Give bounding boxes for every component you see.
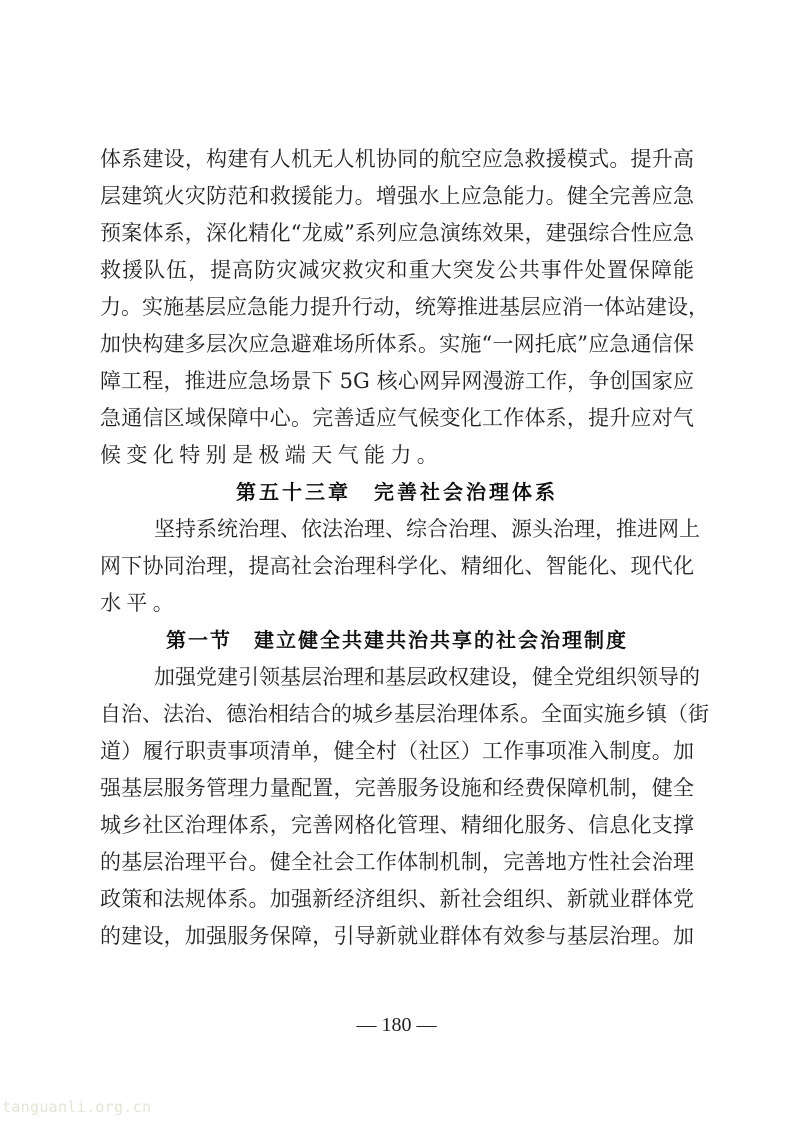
chapter-intro-paragraph <box>100 511 700 622</box>
text-line: 层建筑火灾防范和救援能力。增强水上应急能力。健全完善应急 <box>100 184 694 208</box>
watermark: tanguanli.org.cn <box>2 1098 152 1116</box>
text-line: 自治、法治、德治相结合的城乡基层治理体系。全面实施乡镇（街 <box>100 702 709 726</box>
section-body-paragraph <box>100 659 709 955</box>
text-line-last: 候变化特别是极端天气能力。 <box>100 443 444 467</box>
text-line: 障工程，推进应急场景下 5G 核心网异网漫游工作，争创国家应 <box>100 369 694 393</box>
text-line: 的建设，加强服务保障，引导新就业群体有效参与基层治理。加 <box>100 924 694 948</box>
text-line: 强基层服务管理力量配置，完善服务设施和经费保障机制，健全 <box>100 776 694 800</box>
page-number: — 180 — <box>356 1014 437 1036</box>
text-line: 预案体系，深化精化“龙威”系列应急演练效果，建强综合性应急 <box>100 221 694 245</box>
text-line-indented: 坚持系统治理、依法治理、综合治理、源头治理，推进网上 <box>154 517 700 541</box>
text-line: 救援队伍，提高防灾减灾救灾和重大突发公共事件处置保障能 <box>100 258 694 282</box>
text-line: 加快构建多层次应急避难场所体系。实施“一网托底”应急通信保 <box>100 332 694 356</box>
text-line-last: 水平。 <box>100 591 180 615</box>
text-line: 体系建设，构建有人机无人机协同的航空应急救援模式。提升高 <box>100 147 694 171</box>
text-line: 网下协同治理，提高社会治理科学化、精细化、智能化、现代化 <box>100 554 694 578</box>
paragraph-continued <box>100 141 709 474</box>
document-page <box>100 141 709 955</box>
text-line: 城乡社区治理体系，完善网格化管理、精细化服务、信息化支撑 <box>100 813 694 837</box>
chapter-heading: 第五十三章 完善社会治理体系 <box>236 480 558 504</box>
text-line: 的基层治理平台。健全社会工作体制机制，完善地方性社会治理 <box>100 850 694 874</box>
text-line: 道）履行职责事项清单，健全村（社区）工作事项准入制度。加 <box>100 739 694 763</box>
text-line: 急通信区域保障中心。完善适应气候变化工作体系，提升应对气 <box>100 406 694 430</box>
text-line: 政策和法规体系。加强新经济组织、新社会组织、新就业群体党 <box>100 887 694 911</box>
text-line: 力。实施基层应急能力提升行动，统筹推进基层应消一体站建设， <box>100 295 709 319</box>
section-heading: 第一节 建立健全共建共治共享的社会治理制度 <box>166 628 628 652</box>
text-line-indented: 加强党建引领基层治理和基层政权建设，健全党组织领导的 <box>154 665 700 689</box>
